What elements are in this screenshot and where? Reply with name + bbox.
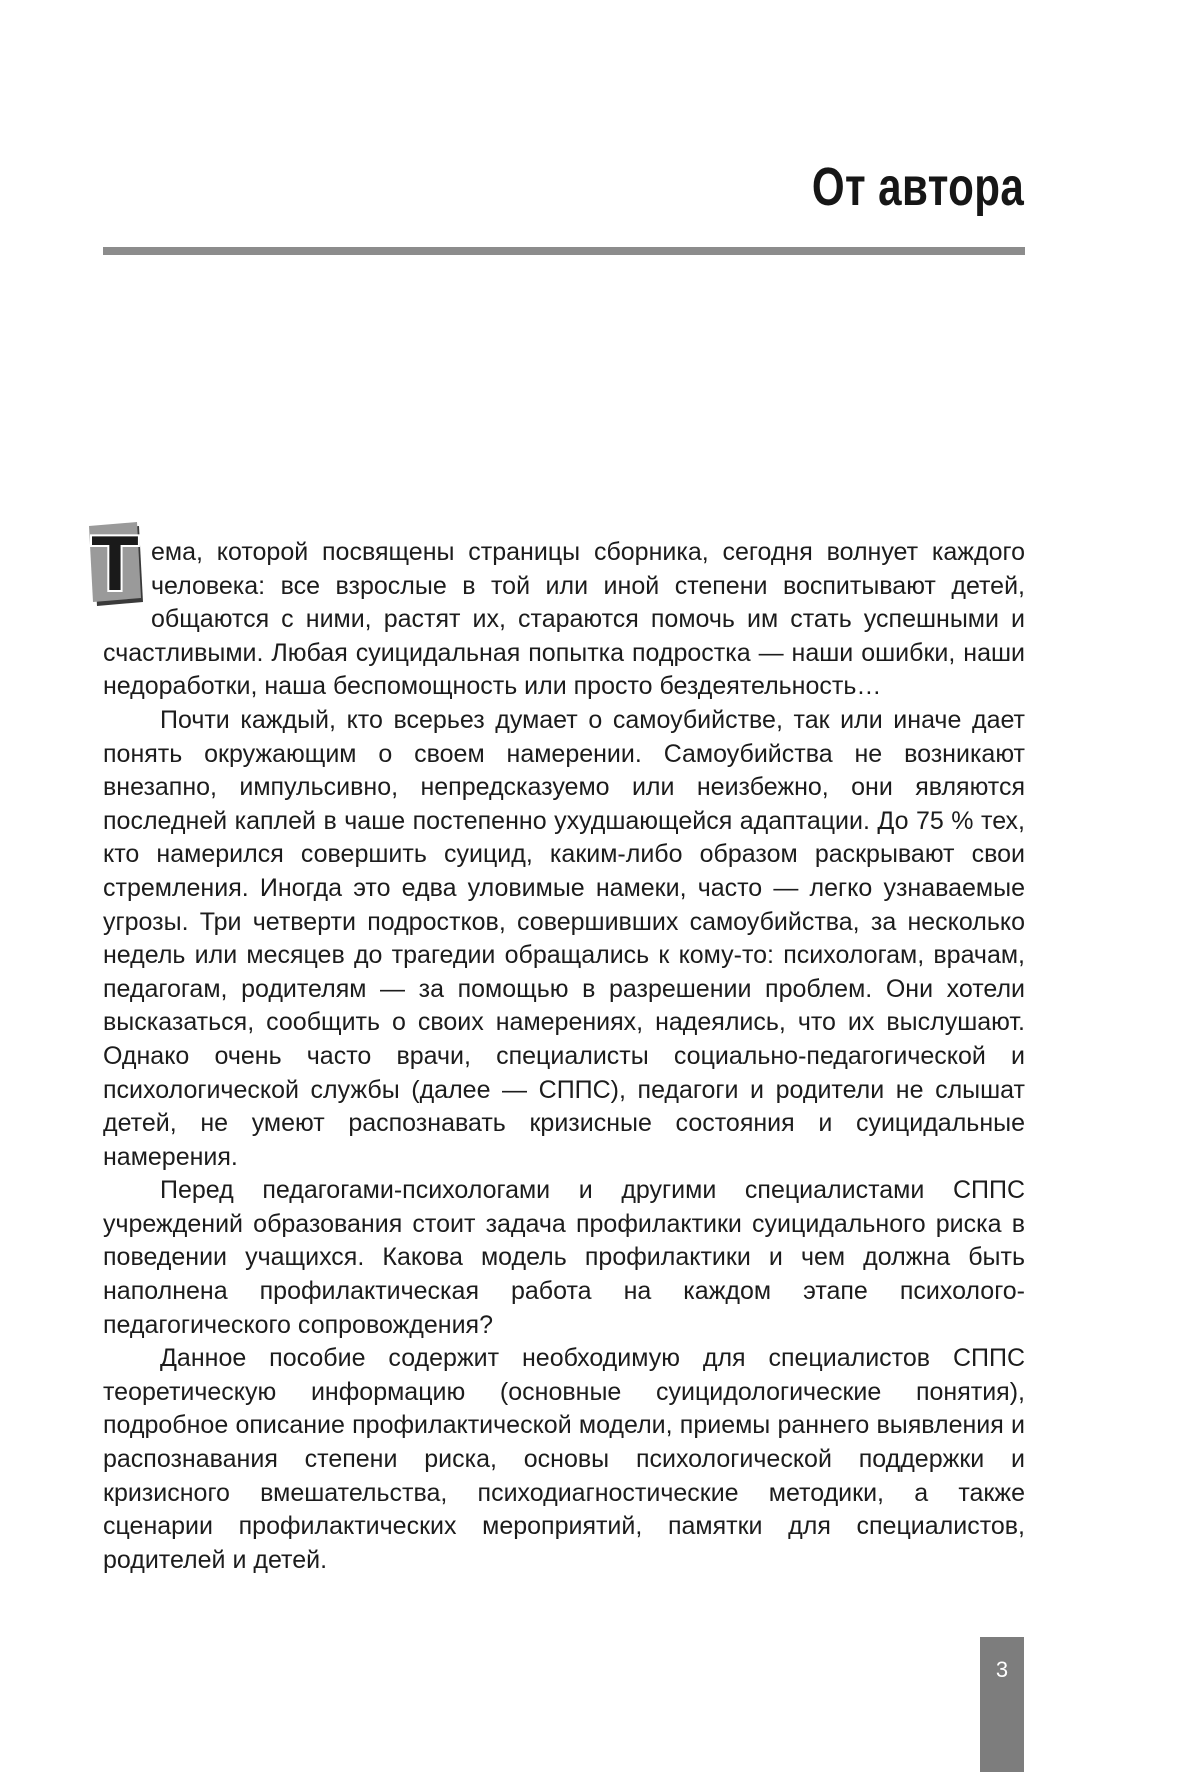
paragraph-3: Перед педагогами-психологами и другими специалистами СППС учреждений образования стоит задача профилактики суицидального риска в поведении учащихся. Какова модель профилактики и чем должна быть наполнена профилактическая работа на каждом этапе психолого-педагогического сопровождения? [103, 1176, 1025, 1339]
page-number-tab [980, 1637, 1024, 1772]
paragraph-1 [91, 522, 1025, 704]
paragraph-4: Данное пособие содержит необходимую для специалистов СППС теоретическую информацию (основные суицидологические понятия), подробное описание профилактической модели, приемы раннего выявления и распознавания степени риска, основы психологической поддержки и кризисного вмешательства, психодиагностические методики, а также сценарии профилактических мероприятий, памятки для специалистов, родителей и детей. [103, 1344, 1025, 1574]
dropcap-letter: Т [91, 522, 139, 607]
dropcap-icon [87, 522, 147, 610]
body-text [91, 522, 1025, 1577]
paragraph-1-text: ема, которой посвящены страницы сборника, сегодня волнует каждого человека: все взрослые в той или иной степени воспитывают детей, общаются с ними, растят их, стараются помочь им стать успешными и счастливыми. Любая суицидальная попытка подростка — наши ошибки, наши недоработки, наша беспомощность или просто бездеятельность… [103, 538, 1025, 701]
page-number: 3 [995, 1657, 1009, 1682]
paragraph-2: Почти каждый, кто всерьез думает о самоубийстве, так или иначе дает понять окружающим о своем намерении. Самоубийства не возникают внезапно, импульсивно, непредсказуемо или неизбежно, они являются последней каплей в чаше постепенно ухудшающейся адаптации. До 75 % тех, кто намерился совершить суицид, каким-либо образом раскрывают свои стремления. Иногда это едва уловимые намеки, часто — легко узнаваемые угрозы. Три четверти подростков, совершивших самоубийства, за несколько недель или месяцев до трагедии обращались к кому-то: психологам, врачам, педагогам, родителям — за помощью в разрешении проблем. Они хотели высказаться, сообщить о своих намерениях, надеялись, что их выслушают. Однако очень часто врачи, специалисты социально-педагогической и психологической службы (далее — СППС), педагоги и родители не слышат детей, не умеют распознавать кризисные состояния и суицидальные намерения. [103, 705, 1025, 1171]
chapter-title: От автора [811, 157, 1024, 217]
dropcap [87, 522, 142, 610]
title-rule [103, 247, 1025, 255]
